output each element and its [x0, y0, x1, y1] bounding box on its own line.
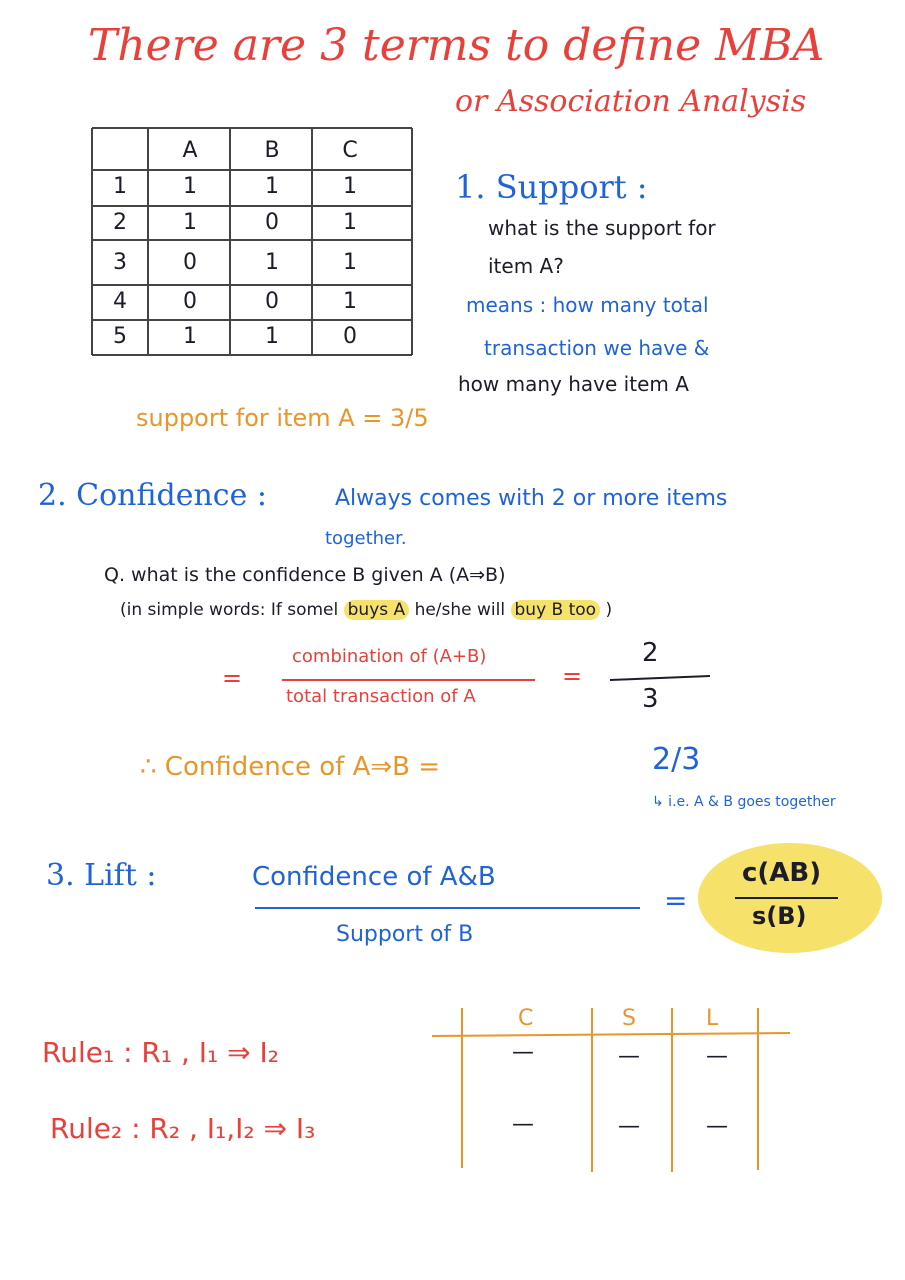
confidence-result-value: 2/3 [652, 742, 701, 777]
table-cell: 1 [183, 210, 197, 235]
rule-2: Rule₂ : R₂ , I₁,I₂ ⇒ I₃ [50, 1112, 316, 1145]
confidence-denominator: total transaction of A [286, 686, 476, 707]
lift-title: 3. Lift : [46, 858, 157, 893]
table-cell: 0 [265, 210, 279, 235]
support-title: 1. Support : [455, 168, 648, 206]
table-header-b: B [264, 138, 280, 163]
table-cell: 0 [183, 289, 197, 314]
table-row-id: 2 [113, 210, 127, 235]
table-cell: 0 [265, 289, 279, 314]
rules-header-c: C [518, 1006, 534, 1031]
support-means-2: transaction we have & [484, 336, 710, 360]
lift-highlight-numerator: c(AB) [742, 858, 822, 888]
confidence-note: ↳ i.e. A & B goes together [652, 794, 836, 810]
confidence-equals: = [222, 664, 243, 692]
table-cell: 1 [183, 324, 197, 349]
lift-equals: = [664, 884, 688, 917]
table-cell: 1 [343, 210, 357, 235]
confidence-frac-den: 3 [642, 684, 659, 714]
rules-header-l: L [706, 1006, 719, 1031]
rules-cell: — [618, 1044, 640, 1069]
highlight-buy-b-too: buy B too [511, 600, 601, 620]
confidence-numerator: combination of (A+B) [292, 646, 487, 667]
table-row-id: 5 [113, 324, 127, 349]
table-cell: 0 [343, 324, 357, 349]
lift-numerator: Confidence of A&B [252, 862, 496, 892]
table-cell: 1 [265, 324, 279, 349]
confidence-frac-num: 2 [642, 638, 659, 668]
support-result: support for item A = 3/5 [136, 404, 429, 432]
heading-line-2: or Association Analysis [455, 84, 807, 119]
simple-suffix: ) [605, 600, 613, 620]
table-header-a: A [182, 138, 198, 163]
confidence-result-label: ∴ Confidence of A⇒B = [140, 752, 441, 782]
table-cell: 0 [183, 250, 197, 275]
table-header-c: C [342, 138, 358, 163]
table-row-id: 3 [113, 250, 127, 275]
support-question-2: item A? [488, 254, 564, 278]
rules-cell: — [706, 1044, 728, 1069]
support-question-1: what is the support for [488, 216, 716, 240]
rules-cell: — [706, 1114, 728, 1139]
rule-1: Rule₁ : R₁ , I₁ ⇒ I₂ [42, 1036, 280, 1069]
confidence-desc-2: together. [325, 528, 407, 549]
confidence-question: Q. what is the confidence B given A (A⇒B) [104, 564, 506, 586]
simple-prefix: (in simple words: If somel [120, 600, 339, 620]
confidence-simple-words [120, 600, 612, 620]
confidence-equals-2: = [562, 662, 583, 690]
support-means-3: how many have item A [458, 372, 689, 396]
table-row-id: 4 [113, 289, 127, 314]
table-cell: 1 [183, 174, 197, 199]
table-cell: 1 [265, 174, 279, 199]
lift-denominator: Support of B [336, 922, 474, 947]
confidence-title: 2. Confidence : [38, 478, 267, 513]
highlight-buys-a: buys A [344, 600, 410, 620]
table-row-id: 1 [113, 174, 127, 199]
table-cell: 1 [343, 174, 357, 199]
rules-cell: — [618, 1114, 640, 1139]
confidence-desc-1: Always comes with 2 or more items [335, 486, 728, 511]
rules-cell: — [512, 1112, 534, 1137]
table-cell: 1 [343, 250, 357, 275]
support-means-1: means : how many total [466, 293, 709, 317]
rules-cell: — [512, 1040, 534, 1065]
rules-header-s: S [622, 1006, 636, 1031]
table-cell: 1 [343, 289, 357, 314]
table-cell: 1 [265, 250, 279, 275]
lift-highlight-denominator: s(B) [752, 902, 807, 930]
heading-line-1: There are 3 terms to define MBA [88, 20, 825, 71]
simple-mid: he/she will [414, 600, 506, 620]
